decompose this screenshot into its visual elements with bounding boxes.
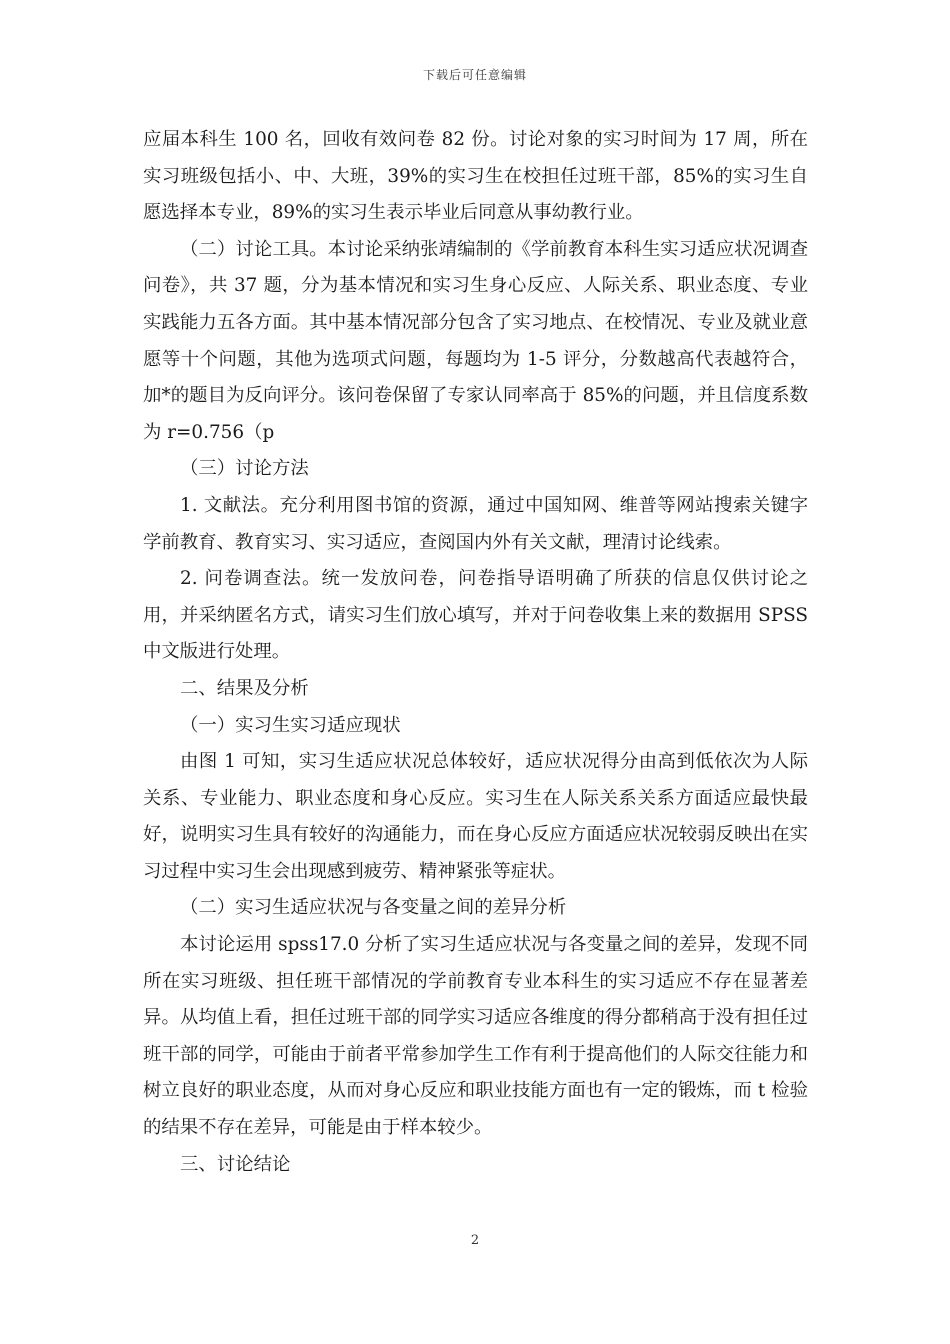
section-heading: （一）实习生实习适应现状 [180, 714, 401, 736]
paragraph: 2. 问卷调查法。统一发放问卷，问卷指导语明确了所获的信息仅供讨论之用，并采纳匿名方式，请实习生们放心填写，并对于问卷收集上来的数据用 SPSS 中文版进行处理。 [143, 568, 808, 663]
paragraph: 本讨论运用 spss17.0 分析了实习生适应状况与各变量之间的差异，发现不同所在实习班级、担任班干部情况的学前教育专业本科生的实习适应不存在显著差异。从均值上看，担任过班干部的同学实习适应各维度的得分都稍高于没有担任过班干部的同学，可能由于前者平常参加学生工作有利于提高他们的人际交往能力和树立良好的职业态度，从而对身心反应和职业技能方面也有一定的锻炼，而 t 检验的结果不存在差异，可能是由于样本较少。 [143, 934, 808, 1139]
paragraph: 由图 1 可知，实习生适应状况总体较好，适应状况得分由高到低依次为人际关系、专业能力、职业态度和身心反应。实习生在人际关系关系方面适应最快最好，说明实习生具有较好的沟通能力，而在身心反应方面适应状况较弱反映出在实习过程中实习生会出现感到疲劳、精神紧张等症状。 [143, 751, 808, 882]
paragraph: 1. 文献法。充分利用图书馆的资源，通过中国知网、维普等网站搜索关键字学前教育、教育实习、实习适应，查阅国内外有关文献，理清讨论线索。 [143, 494, 808, 553]
paragraph: （二）讨论工具。本讨论采纳张靖编制的《学前教育本科生实习适应状况调查问卷》，共 37 题，分为基本情况和实习生身心反应、人际关系、职业态度、专业实践能力五各方面。其中基本情况部分包含了实习地点、在校情况、专业及就业意愿等十个问题，其他为选项式问题，每题均为 1-5 评分，分数越高代表越符合，加*的题目为反向评分。该问卷保留了专家认同率高于 85%的问题，并且信度系数为 r=0.756（p [143, 238, 808, 443]
section-heading: （三）讨论方法 [180, 458, 309, 480]
section-heading: 二、结果及分析 [180, 677, 309, 699]
page-number: 2 [470, 1233, 480, 1248]
page-header: 下载后可任意编辑 [422, 68, 527, 82]
paragraph: 应届本科生 100 名，回收有效问卷 82 份。讨论对象的实习时间为 17 周，所在实习班级包括小、中、大班，39%的实习生在校担任过班干部，85%的实习生自愿选择本专业，89%的实习生表示毕业后同意从事幼教行业。 [143, 129, 808, 224]
section-heading: （二）实习生适应状况与各变量之间的差异分析 [180, 897, 567, 919]
section-heading: 三、讨论结论 [180, 1153, 291, 1175]
document-body [143, 122, 808, 1183]
